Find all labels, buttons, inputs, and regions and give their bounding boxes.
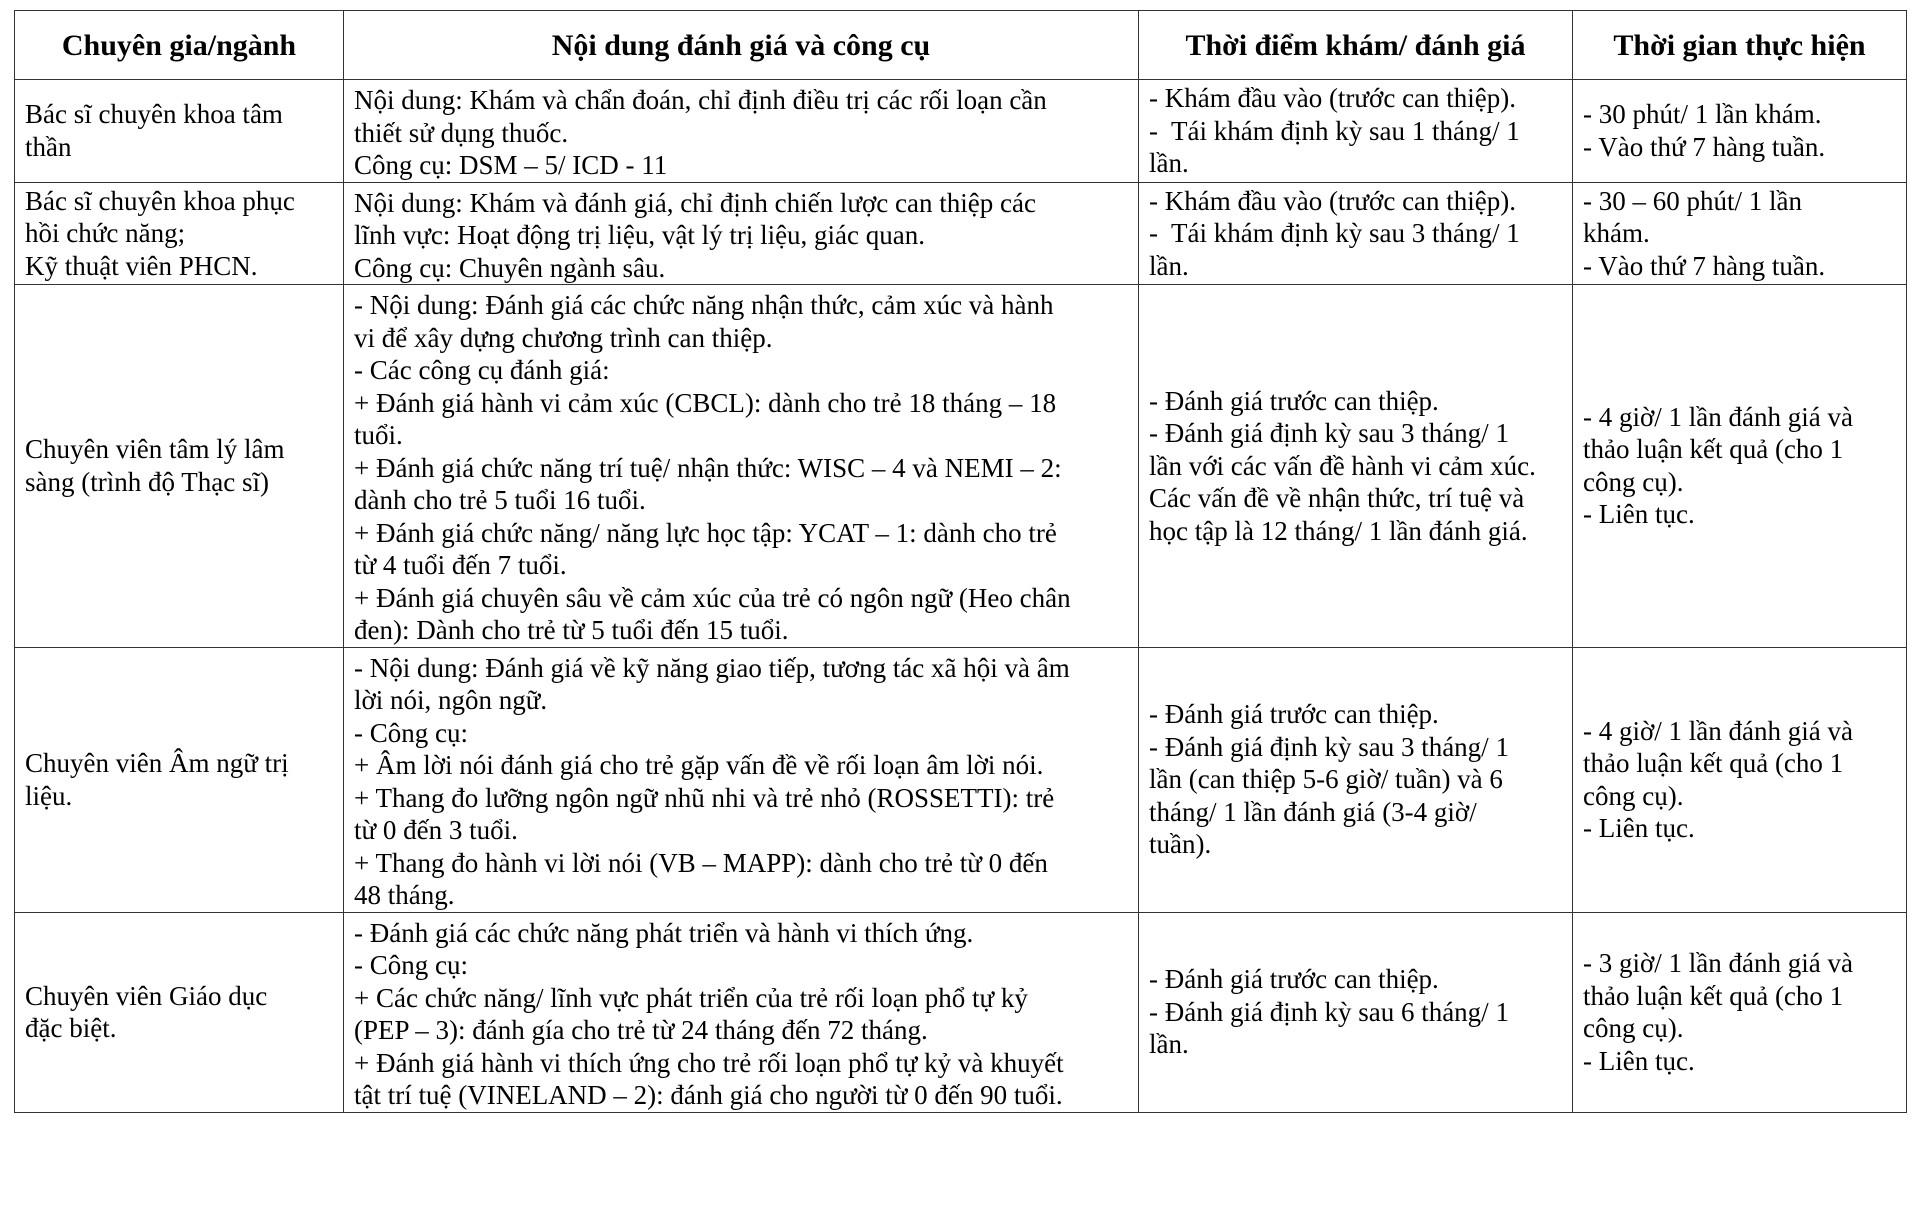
cell-content-line: lĩnh vực: Hoạt động trị liệu, vật lý trị liệu, giác quan. <box>354 220 926 250</box>
cell-specialist-line: Bác sĩ chuyên khoa phục <box>25 185 295 216</box>
cell-content-line: thiết sử dụng thuốc. <box>354 117 569 148</box>
cell-content <box>344 182 1139 285</box>
cell-content <box>344 285 1139 648</box>
cell-duration-line: - Vào thứ 7 hàng tuần. <box>1583 131 1826 162</box>
cell-duration-line: - Liên tục. <box>1583 499 1695 530</box>
cell-content-line: Công cụ: DSM – 5/ ICD - 11 <box>354 150 668 180</box>
cell-content-line: tật trí tuệ (VINELAND – 2): đánh giá cho người từ 0 đến 90 tuổi. <box>354 1080 1063 1110</box>
cell-content-line: + Đánh giá chức năng trí tuệ/ nhận thức: WISC – 4 và NEMI – 2: <box>354 452 1062 483</box>
cell-timing-line: lần. <box>1149 148 1189 178</box>
cell-timing-line: lần. <box>1149 250 1189 281</box>
cell-duration-line: - 30 – 60 phút/ 1 lần <box>1583 185 1802 216</box>
header-timing: Thời điểm khám/ đánh giá <box>1139 11 1573 80</box>
cell-specialist <box>15 285 344 648</box>
cell-content-line: - Công cụ: <box>354 950 468 980</box>
cell-content <box>344 647 1139 912</box>
cell-duration-line: - Liên tục. <box>1583 1045 1695 1076</box>
table-row <box>15 285 1907 648</box>
cell-timing-line: - Đánh giá định kỳ sau 6 tháng/ 1 <box>1149 996 1509 1027</box>
cell-content-line: - Đánh giá các chức năng phát triển và hành vi thích ứng. <box>354 917 974 948</box>
cell-content-line: Công cụ: Chuyên ngành sâu. <box>354 252 666 283</box>
cell-specialist <box>15 647 344 912</box>
table-row <box>15 80 1907 183</box>
cell-specialist-line: sàng (trình độ Thạc sĩ) <box>25 466 269 497</box>
cell-content-line: tuổi. <box>354 420 403 450</box>
cell-specialist <box>15 80 344 183</box>
cell-specialist-line: Chuyên viên Giáo dục <box>25 980 268 1011</box>
cell-content-line: từ 4 tuổi đến 7 tuổi. <box>354 550 567 580</box>
cell-duration-line: thảo luận kết quả (cho 1 <box>1583 980 1844 1011</box>
cell-specialist-line: Bác sĩ chuyên khoa tâm <box>25 99 283 130</box>
cell-timing <box>1139 912 1573 1112</box>
cell-specialist <box>15 182 344 285</box>
cell-timing-line: học tập là 12 tháng/ 1 lần đánh giá. <box>1149 515 1528 546</box>
cell-duration-line: khám. <box>1583 218 1650 248</box>
cell-duration-line: thảo luận kết quả (cho 1 <box>1583 748 1844 778</box>
cell-timing-line: - Đánh giá trước can thiệp. <box>1149 964 1439 995</box>
cell-duration-line: thảo luận kết quả (cho 1 <box>1583 434 1844 465</box>
cell-content-line: - Nội dung: Đánh giá về kỹ năng giao tiếp, tương tác xã hội và âm <box>354 652 1070 683</box>
cell-duration <box>1573 285 1907 648</box>
cell-duration-line: - Vào thứ 7 hàng tuần. <box>1583 250 1826 281</box>
cell-timing-line: Các vấn đề về nhận thức, trí tuệ và <box>1149 483 1525 513</box>
table-body <box>15 80 1907 1113</box>
cell-duration-line: công cụ). <box>1583 466 1684 497</box>
cell-content <box>344 80 1139 183</box>
cell-timing-line: tháng/ 1 lần đánh giá (3-4 giờ/ <box>1149 796 1477 827</box>
cell-content-line: Nội dung: Khám và chẩn đoán, chỉ định điều trị các rối loạn cần <box>354 85 1047 115</box>
cell-timing-line: lần. <box>1149 1029 1189 1060</box>
cell-content-line: + Đánh giá chuyên sâu về cảm xúc của trẻ có ngôn ngữ (Heo chân <box>354 582 1071 613</box>
cell-timing-line: - Đánh giá trước can thiệp. <box>1149 699 1439 730</box>
cell-content-line: từ 0 đến 3 tuổi. <box>354 815 518 845</box>
header-row <box>15 11 1907 80</box>
cell-timing <box>1139 285 1573 648</box>
header-specialist: Chuyên gia/ngành <box>15 11 344 80</box>
cell-duration <box>1573 182 1907 285</box>
cell-duration-line: - 30 phút/ 1 lần khám. <box>1583 99 1822 130</box>
cell-content-line: + Đánh giá hành vi thích ứng cho trẻ rối loạn phổ tự kỷ và khuyết <box>354 1047 1064 1078</box>
header-duration: Thời gian thực hiện <box>1573 11 1907 80</box>
cell-duration <box>1573 912 1907 1112</box>
cell-content-line: dành cho trẻ 5 tuổi 16 tuổi. <box>354 485 646 515</box>
cell-content-line: - Nội dung: Đánh giá các chức năng nhận thức, cảm xúc và hành <box>354 290 1054 320</box>
cell-specialist-line: thần <box>25 131 72 162</box>
cell-duration-line: - Liên tục. <box>1583 813 1695 843</box>
cell-content-line: vi để xây dựng chương trình can thiệp. <box>354 322 773 353</box>
cell-specialist-line: Chuyên viên tâm lý lâm <box>25 434 285 465</box>
cell-timing-line: lần với các vấn đề hành vi cảm xúc. <box>1149 450 1536 481</box>
cell-content-line: (PEP – 3): đánh gía cho trẻ từ 24 tháng đến 72 tháng. <box>354 1015 928 1045</box>
cell-timing-line: - Khám đầu vào (trước can thiệp). <box>1149 83 1517 113</box>
cell-content-line: - Các công cụ đánh giá: <box>354 355 610 385</box>
table-row <box>15 912 1907 1112</box>
cell-timing-line: - Đánh giá định kỳ sau 3 tháng/ 1 <box>1149 418 1509 448</box>
cell-specialist-line: liệu. <box>25 780 73 811</box>
cell-duration-line: công cụ). <box>1583 1013 1684 1043</box>
cell-specialist-line: Kỹ thuật viên PHCN. <box>25 250 258 281</box>
cell-content-line: + Đánh giá hành vi cảm xúc (CBCL): dành cho trẻ 18 tháng – 18 <box>354 387 1057 418</box>
cell-duration-line: - 4 giờ/ 1 lần đánh giá và <box>1583 401 1853 432</box>
cell-duration <box>1573 80 1907 183</box>
cell-content-line: + Thang đo hành vi lời nói (VB – MAPP): dành cho trẻ từ 0 đến <box>354 847 1048 878</box>
cell-timing-line: - Đánh giá trước can thiệp. <box>1149 385 1439 416</box>
table-row <box>15 182 1907 285</box>
cell-timing-line: - Khám đầu vào (trước can thiệp). <box>1149 185 1517 216</box>
cell-timing <box>1139 647 1573 912</box>
cell-timing-line: - Tái khám định kỳ sau 3 tháng/ 1 <box>1149 218 1520 248</box>
cell-content-line: + Các chức năng/ lĩnh vực phát triển của trẻ rối loạn phổ tự kỷ <box>354 982 1028 1013</box>
cell-specialist-line: hồi chức năng; <box>25 218 186 248</box>
cell-timing-line: - Tái khám định kỳ sau 1 tháng/ 1 <box>1149 115 1520 146</box>
cell-specialist-line: đặc biệt. <box>25 1013 117 1043</box>
cell-duration-line: - 4 giờ/ 1 lần đánh giá và <box>1583 715 1853 746</box>
assessment-table <box>14 10 1907 1113</box>
cell-timing <box>1139 182 1573 285</box>
header-content: Nội dung đánh giá và công cụ <box>344 11 1139 80</box>
cell-duration <box>1573 647 1907 912</box>
cell-timing-line: tuần). <box>1149 829 1212 860</box>
cell-content-line: + Thang đo lưỡng ngôn ngữ nhũ nhi và trẻ nhỏ (ROSSETTI): trẻ <box>354 782 1055 813</box>
cell-content-line: lời nói, ngôn ngữ. <box>354 685 548 715</box>
cell-specialist <box>15 912 344 1112</box>
cell-timing-line: lần (can thiệp 5-6 giờ/ tuần) và 6 <box>1149 764 1503 795</box>
cell-content-line: + Âm lời nói đánh giá cho trẻ gặp vấn đề về rối loạn âm lời nói. <box>354 750 1044 780</box>
cell-content-line: - Công cụ: <box>354 717 468 748</box>
cell-timing-line: - Đánh giá định kỳ sau 3 tháng/ 1 <box>1149 731 1509 762</box>
cell-timing <box>1139 80 1573 183</box>
cell-content <box>344 912 1139 1112</box>
cell-content-line: 48 tháng. <box>354 880 455 910</box>
cell-specialist-line: Chuyên viên Âm ngữ trị <box>25 748 289 778</box>
cell-content-line: đen): Dành cho trẻ từ 5 tuổi đến 15 tuổi. <box>354 615 789 645</box>
cell-duration-line: - 3 giờ/ 1 lần đánh giá và <box>1583 948 1853 978</box>
cell-content-line: + Đánh giá chức năng/ năng lực học tập: YCAT – 1: dành cho trẻ <box>354 517 1057 548</box>
cell-content-line: Nội dung: Khám và đánh giá, chỉ định chiến lược can thiệp các <box>354 187 1036 218</box>
cell-duration-line: công cụ). <box>1583 780 1684 811</box>
table-row <box>15 647 1907 912</box>
